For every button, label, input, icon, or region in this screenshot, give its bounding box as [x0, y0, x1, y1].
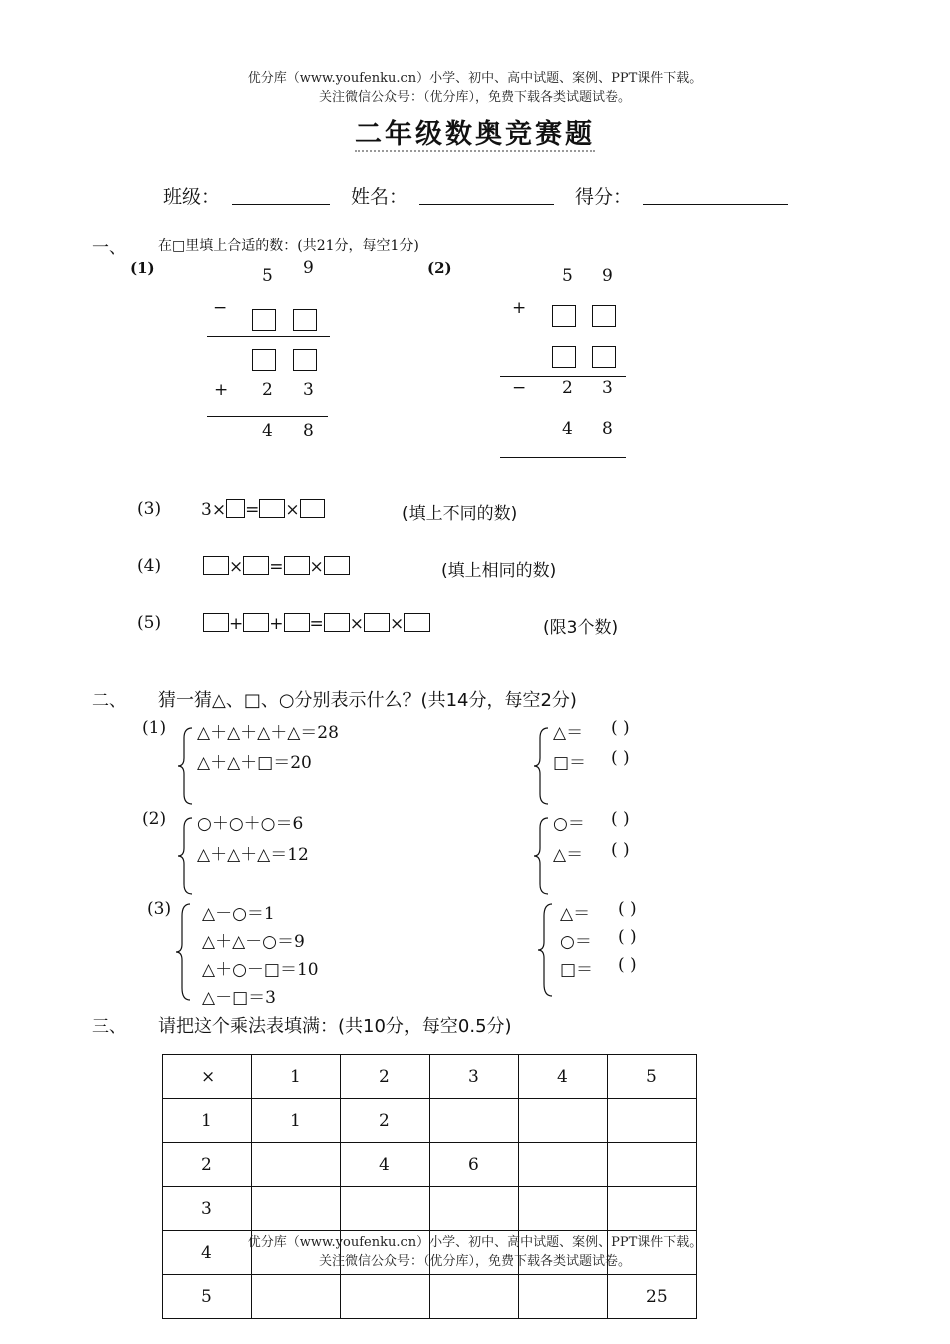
left-brace — [532, 816, 552, 896]
s2-group-label: (1) — [142, 718, 167, 738]
answer-box[interactable] — [552, 305, 576, 327]
table-cell: 1 — [252, 1099, 341, 1143]
table-cell: 4 — [341, 1143, 430, 1187]
section2-instruction: 猜一猜△、□、○分别表示什么？(共14分，每空2分) — [158, 690, 577, 711]
table-cell: 5 — [608, 1055, 697, 1099]
p4-equation: × = × — [203, 556, 350, 577]
table-cell[interactable] — [341, 1187, 430, 1231]
table-cell[interactable] — [519, 1099, 608, 1143]
p4-note: (填上相同的数) — [441, 561, 557, 581]
table-cell: 4 — [163, 1231, 252, 1275]
answer-box[interactable] — [252, 309, 276, 331]
name-field[interactable] — [419, 204, 554, 205]
answer-box[interactable] — [364, 613, 390, 632]
p1-top-digit: 9 — [303, 258, 314, 278]
table-cell[interactable] — [252, 1143, 341, 1187]
answer-box[interactable] — [203, 556, 229, 575]
left-brace — [176, 816, 196, 896]
answer-box[interactable] — [293, 349, 317, 371]
p2-sub-digit: 3 — [602, 378, 613, 398]
s2-equation: △＋△＋△＋△＝28 — [197, 723, 339, 743]
table-cell: 2 — [163, 1143, 252, 1187]
answer-box[interactable] — [592, 346, 616, 368]
left-brace — [176, 726, 196, 806]
s2-answer-blank[interactable]: ( ) — [618, 899, 637, 919]
table-cell[interactable] — [608, 1099, 697, 1143]
s2-answer-blank[interactable]: ( ) — [611, 748, 630, 768]
section1-number: 一、 — [92, 238, 126, 258]
s2-group-label: (2) — [142, 809, 167, 829]
p1-minus-sign: − — [213, 298, 228, 318]
s2-equation: △＋△＋□＝20 — [197, 753, 312, 773]
s2-answer-blank[interactable]: ( ) — [618, 955, 637, 975]
footer-line-2: 关注微信公众号：（优分库），免费下载各类试题试卷。 — [318, 1254, 631, 1269]
answer-box[interactable] — [592, 305, 616, 327]
s2-answer-blank[interactable]: ( ) — [611, 718, 630, 738]
p2-result-digit: 4 — [562, 419, 573, 439]
left-brace — [536, 902, 556, 998]
name-label: 姓名： — [351, 186, 409, 208]
p2-label: (2) — [427, 259, 452, 277]
answer-box[interactable] — [300, 499, 325, 518]
p1-result-digit: 8 — [303, 421, 314, 441]
table-row — [163, 1275, 697, 1319]
p2-sub-digit: 2 — [562, 378, 573, 398]
answer-box[interactable] — [293, 309, 317, 331]
table-cell[interactable] — [430, 1099, 519, 1143]
class-label: 班级： — [163, 186, 221, 208]
s2-answer-blank[interactable]: ( ) — [611, 840, 630, 860]
p3-equation: 3× = × — [201, 499, 325, 520]
table-cell: 5 — [163, 1275, 252, 1319]
page-title: 二年级数奥竞赛题 — [355, 119, 595, 150]
table-cell: × — [163, 1055, 252, 1099]
table-cell[interactable] — [608, 1187, 697, 1231]
answer-box[interactable] — [203, 613, 229, 632]
p1-add-digit: 3 — [303, 380, 314, 400]
class-field[interactable] — [232, 204, 330, 205]
p4-label: (4) — [137, 556, 162, 576]
p1-label: (1) — [130, 259, 155, 277]
p1-top-digit: 5 — [262, 266, 273, 286]
table-cell[interactable] — [252, 1275, 341, 1319]
left-brace — [174, 902, 194, 1002]
section2-number: 二、 — [92, 691, 126, 711]
answer-box[interactable] — [284, 613, 310, 632]
section1-instruction: 在□里填上合适的数：(共21分，每空1分) — [158, 238, 419, 254]
p2-top-digit: 5 — [562, 266, 573, 286]
table-cell[interactable] — [252, 1187, 341, 1231]
answer-box[interactable] — [243, 556, 269, 575]
section3-number: 三、 — [92, 1017, 126, 1037]
header-line-2: 关注微信公众号：（优分库），免费下载各类试题试卷。 — [318, 90, 631, 105]
answer-box[interactable] — [259, 499, 285, 518]
table-cell[interactable] — [519, 1143, 608, 1187]
s2-equation: △－○＝1 — [202, 904, 275, 924]
score-label: 得分： — [575, 186, 633, 208]
s2-answer-label: □＝ — [553, 753, 587, 773]
table-cell: 2 — [341, 1099, 430, 1143]
s2-equation: △＋○－□＝10 — [202, 960, 319, 980]
s2-answer-label: ○＝ — [560, 932, 592, 952]
s2-answer-label: △＝ — [553, 845, 584, 865]
s2-equation: △－□＝3 — [202, 988, 276, 1008]
table-cell: 25 — [608, 1275, 697, 1319]
score-field[interactable] — [643, 204, 788, 205]
left-brace — [532, 726, 552, 806]
answer-box[interactable] — [324, 556, 350, 575]
table-row — [163, 1187, 697, 1231]
table-cell: 3 — [163, 1187, 252, 1231]
table-cell[interactable] — [608, 1143, 697, 1187]
s2-equation: △＋△＋△＝12 — [197, 845, 309, 865]
s2-answer-label: □＝ — [560, 960, 594, 980]
answer-box[interactable] — [252, 349, 276, 371]
table-cell: 1 — [252, 1055, 341, 1099]
s2-answer-blank[interactable]: ( ) — [611, 809, 630, 829]
p2-top-digit: 9 — [602, 266, 613, 286]
s2-equation: ○＋○＋○＝6 — [197, 814, 304, 834]
p3-note: (填上不同的数) — [402, 504, 518, 524]
p1-rule — [207, 416, 328, 417]
table-row — [163, 1055, 697, 1099]
s2-answer-label: ○＝ — [553, 814, 585, 834]
p5-equation: + + = × × — [203, 613, 430, 634]
table-cell[interactable] — [341, 1275, 430, 1319]
table-cell: 6 — [430, 1143, 519, 1187]
p2-result-digit: 8 — [602, 419, 613, 439]
p1-rule — [207, 336, 330, 337]
p1-add-digit: 2 — [262, 380, 273, 400]
table-cell[interactable] — [430, 1275, 519, 1319]
s2-group-label: (3) — [147, 899, 172, 919]
answer-box[interactable] — [226, 499, 245, 518]
table-row — [163, 1099, 697, 1143]
p1-plus-sign: + — [214, 380, 229, 400]
p5-note: (限3个数) — [543, 618, 619, 638]
s2-answer-blank[interactable]: ( ) — [618, 927, 637, 947]
table-cell: 4 — [519, 1055, 608, 1099]
s2-answer-label: △＝ — [560, 904, 591, 924]
table-cell: 1 — [163, 1099, 252, 1143]
table-cell: 3 — [430, 1055, 519, 1099]
p1-result-digit: 4 — [262, 421, 273, 441]
table-cell[interactable] — [430, 1187, 519, 1231]
answer-box[interactable] — [324, 613, 350, 632]
s2-equation: △＋△－○＝9 — [202, 932, 305, 952]
p5-label: (5) — [137, 613, 162, 633]
section3-instruction: 请把这个乘法表填满：(共10分，每空0.5分) — [158, 1016, 512, 1037]
p2-rule — [500, 376, 626, 377]
table-row — [163, 1143, 697, 1187]
table-cell[interactable] — [519, 1187, 608, 1231]
header-line-1: 优分库（www.youfenku.cn）小学、初中、高中试题、案例、PPT课件下载。 — [247, 71, 703, 86]
table-cell[interactable] — [519, 1275, 608, 1319]
answer-box[interactable] — [404, 613, 430, 632]
answer-box[interactable] — [243, 613, 269, 632]
s2-answer-label: △＝ — [553, 723, 584, 743]
footer-line-1: 优分库（www.youfenku.cn）小学、初中、高中试题、案例、PPT课件下载。 — [247, 1235, 703, 1250]
answer-box[interactable] — [552, 346, 576, 368]
p3-label: (3) — [137, 499, 162, 519]
p2-plus-sign: + — [512, 298, 527, 318]
table-cell: 2 — [341, 1055, 430, 1099]
p2-rule — [500, 457, 626, 458]
answer-box[interactable] — [284, 556, 310, 575]
p2-minus-sign: − — [512, 378, 527, 398]
multiplication-table — [162, 1054, 697, 1319]
